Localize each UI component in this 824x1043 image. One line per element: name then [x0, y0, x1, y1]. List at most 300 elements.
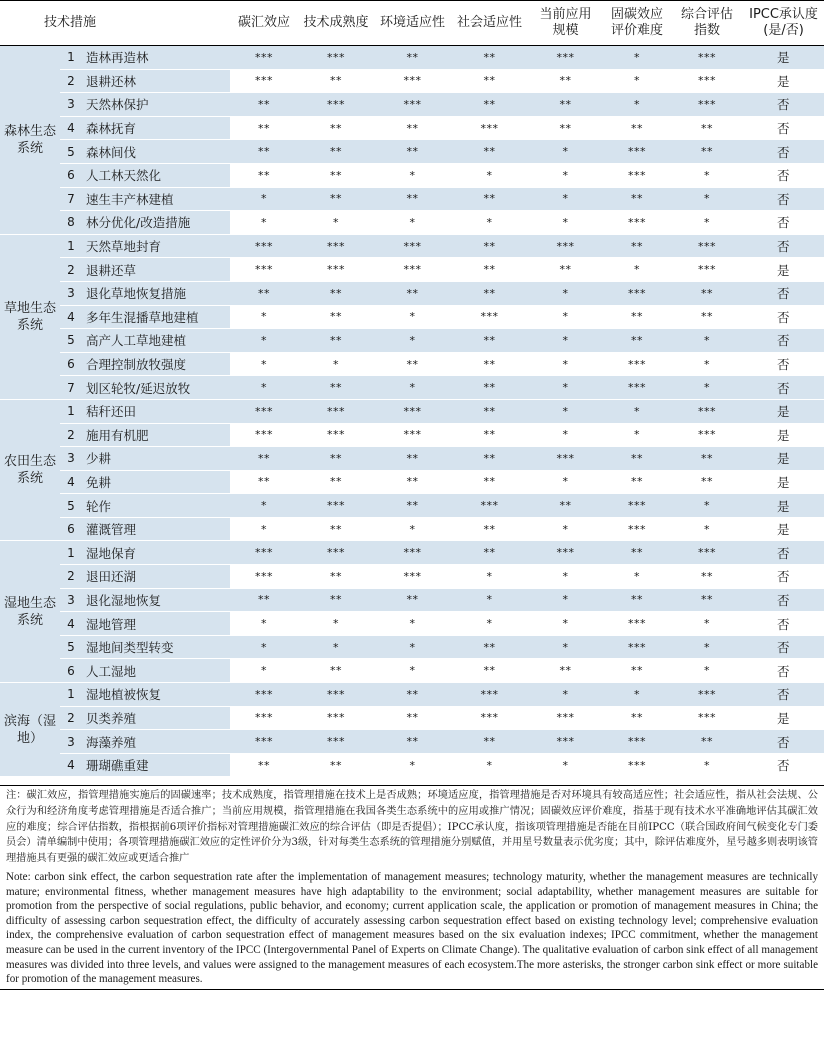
rating-social-adapt: ** — [451, 517, 528, 541]
rating-tech-maturity: ** — [298, 565, 374, 589]
table-row — [0, 635, 824, 659]
rating-app-scale: * — [528, 352, 603, 376]
rating-tech-maturity: ** — [298, 163, 374, 187]
ipcc-status: 否 — [743, 635, 824, 659]
rating-carbon-sink: *** — [230, 683, 298, 707]
rating-assess-difficulty: *** — [603, 753, 671, 777]
table-row — [0, 281, 824, 305]
rating-assess-difficulty: * — [603, 683, 671, 707]
rating-assess-difficulty: ** — [603, 305, 671, 329]
rating-carbon-sink: ** — [230, 163, 298, 187]
rating-social-adapt: ** — [451, 187, 528, 211]
rating-social-adapt: * — [451, 163, 528, 187]
rating-composite-index: *** — [671, 258, 743, 282]
rating-composite-index: *** — [671, 423, 743, 447]
rating-carbon-sink: ** — [230, 447, 298, 471]
row-number: 6 — [60, 517, 82, 541]
rating-env-fitness: ** — [374, 352, 451, 376]
table-row — [0, 494, 824, 518]
header-tech-maturity: 技术成熟度 — [298, 1, 374, 46]
ipcc-status: 否 — [743, 163, 824, 187]
rating-app-scale: * — [528, 612, 603, 636]
rating-app-scale: * — [528, 470, 603, 494]
rating-assess-difficulty: ** — [603, 447, 671, 471]
table-row — [0, 612, 824, 636]
rating-composite-index: * — [671, 635, 743, 659]
rating-assess-difficulty: ** — [603, 659, 671, 683]
rating-app-scale: ** — [528, 69, 603, 93]
rating-social-adapt: *** — [451, 683, 528, 707]
rating-tech-maturity: ** — [298, 753, 374, 777]
measure-name: 合理控制放牧强度 — [82, 352, 230, 376]
rating-social-adapt: ** — [451, 140, 528, 164]
rating-composite-index: *** — [671, 93, 743, 117]
rating-env-fitness: ** — [374, 46, 451, 70]
rating-carbon-sink: *** — [230, 258, 298, 282]
ecosystem-label: 湿地生态系统 — [0, 541, 60, 683]
rating-app-scale: * — [528, 163, 603, 187]
rating-carbon-sink: ** — [230, 281, 298, 305]
rating-social-adapt: ** — [451, 376, 528, 400]
ipcc-status: 否 — [743, 187, 824, 211]
rating-tech-maturity: ** — [298, 470, 374, 494]
rating-tech-maturity: ** — [298, 140, 374, 164]
rating-composite-index: * — [671, 517, 743, 541]
table-row — [0, 730, 824, 754]
rating-app-scale: ** — [528, 116, 603, 140]
rating-env-fitness: * — [374, 753, 451, 777]
rating-app-scale: * — [528, 187, 603, 211]
table-header — [0, 1, 824, 46]
rating-app-scale: *** — [528, 234, 603, 258]
row-number: 4 — [60, 612, 82, 636]
rating-composite-index: * — [671, 753, 743, 777]
row-number: 4 — [60, 470, 82, 494]
ipcc-status: 是 — [743, 706, 824, 730]
rating-env-fitness: * — [374, 376, 451, 400]
rating-social-adapt: ** — [451, 423, 528, 447]
rating-carbon-sink: *** — [230, 69, 298, 93]
rating-app-scale: * — [528, 211, 603, 235]
rating-app-scale: *** — [528, 730, 603, 754]
rating-env-fitness: ** — [374, 447, 451, 471]
rating-carbon-sink: * — [230, 211, 298, 235]
rating-composite-index: ** — [671, 565, 743, 589]
measure-name: 人工湿地 — [82, 659, 230, 683]
rating-env-fitness: *** — [374, 399, 451, 423]
rating-social-adapt: ** — [451, 258, 528, 282]
rating-app-scale: ** — [528, 258, 603, 282]
rating-assess-difficulty: ** — [603, 116, 671, 140]
rating-composite-index: *** — [671, 706, 743, 730]
rating-env-fitness: ** — [374, 281, 451, 305]
table-body — [0, 46, 824, 777]
ipcc-status: 是 — [743, 517, 824, 541]
header-social-adapt: 社会适应性 — [451, 1, 528, 46]
measure-name: 退耕还草 — [82, 258, 230, 282]
rating-composite-index: * — [671, 612, 743, 636]
table-row — [0, 46, 824, 70]
rating-env-fitness: *** — [374, 234, 451, 258]
ipcc-status: 否 — [743, 93, 824, 117]
row-number: 1 — [60, 399, 82, 423]
row-number: 6 — [60, 352, 82, 376]
rating-composite-index: ** — [671, 470, 743, 494]
measure-name: 轮作 — [82, 494, 230, 518]
measure-name: 人工林天然化 — [82, 163, 230, 187]
rating-carbon-sink: ** — [230, 93, 298, 117]
rating-social-adapt: *** — [451, 706, 528, 730]
rating-assess-difficulty: ** — [603, 588, 671, 612]
rating-tech-maturity: ** — [298, 659, 374, 683]
rating-env-fitness: * — [374, 163, 451, 187]
rating-carbon-sink: *** — [230, 46, 298, 70]
measure-name: 天然林保护 — [82, 93, 230, 117]
ipcc-status: 是 — [743, 494, 824, 518]
header-measure: 技术措施 — [0, 1, 230, 46]
ipcc-status: 是 — [743, 258, 824, 282]
measure-name: 森林间伐 — [82, 140, 230, 164]
rating-env-fitness: *** — [374, 93, 451, 117]
rating-tech-maturity: ** — [298, 116, 374, 140]
rating-env-fitness: *** — [374, 423, 451, 447]
table-row — [0, 305, 824, 329]
note-chinese: 注：碳汇效应，指管理措施实施后的固碳速率；技术成熟度，指管理措施在技术上是否成熟；环境适应度，指管理措施是否对环境具有较高适应性；社会适应性，指从社会法规、公众行为和经济角度考虑管理措施是否适合推广；当前应用规模，指管理措施在我国各类生态系统中的应用或推广情况；固碳效应评价难度，指基于现有技术水平准确地评估其碳汇效应的难度；综合评估指数，指根据前6项评价指标对管理措施碳汇效应的综合评估（即是否提倡）；IPCC承认度，指该项管理措施是否能在目前IPCC（联合国政府间气候变化专门委员会）清单编制中使用；各项管理措施碳汇效应的定性评价分为3级，针对每类生态系统的管理措施分别赋值，并用星号数量表示优劣度；其中，除评估难度外，星号越多则表明该管理措施具有更强的碳汇效应或更适合推广 — [6, 790, 818, 865]
header-app-scale: 当前应用 规模 — [528, 1, 603, 46]
measure-name: 林分优化/改造措施 — [82, 211, 230, 235]
rating-social-adapt: ** — [451, 470, 528, 494]
rating-tech-maturity: ** — [298, 187, 374, 211]
row-number: 5 — [60, 635, 82, 659]
rating-social-adapt: ** — [451, 447, 528, 471]
rating-app-scale: ** — [528, 659, 603, 683]
rating-env-fitness: ** — [374, 730, 451, 754]
rating-env-fitness: * — [374, 329, 451, 353]
rating-carbon-sink: * — [230, 494, 298, 518]
measure-name: 退耕还林 — [82, 69, 230, 93]
row-number: 3 — [60, 588, 82, 612]
ipcc-status: 是 — [743, 399, 824, 423]
rating-tech-maturity: *** — [298, 494, 374, 518]
rating-env-fitness: * — [374, 517, 451, 541]
rating-app-scale: ** — [528, 494, 603, 518]
rating-carbon-sink: * — [230, 329, 298, 353]
rating-assess-difficulty: * — [603, 46, 671, 70]
rating-social-adapt: *** — [451, 116, 528, 140]
ipcc-status: 是 — [743, 423, 824, 447]
rating-social-adapt: ** — [451, 281, 528, 305]
rating-app-scale: * — [528, 753, 603, 777]
table-row — [0, 116, 824, 140]
measure-name: 造林再造林 — [82, 46, 230, 70]
rating-social-adapt: ** — [451, 659, 528, 683]
row-number: 2 — [60, 258, 82, 282]
rating-env-fitness: * — [374, 659, 451, 683]
rating-env-fitness: ** — [374, 706, 451, 730]
rating-tech-maturity: *** — [298, 541, 374, 565]
rating-app-scale: * — [528, 517, 603, 541]
row-number: 2 — [60, 69, 82, 93]
rating-assess-difficulty: *** — [603, 352, 671, 376]
measure-name: 免耕 — [82, 470, 230, 494]
rating-assess-difficulty: *** — [603, 163, 671, 187]
rating-social-adapt: ** — [451, 46, 528, 70]
measure-name: 天然草地封育 — [82, 234, 230, 258]
rating-social-adapt: ** — [451, 329, 528, 353]
rating-composite-index: ** — [671, 730, 743, 754]
rating-assess-difficulty: *** — [603, 376, 671, 400]
rating-tech-maturity: ** — [298, 281, 374, 305]
row-number: 3 — [60, 281, 82, 305]
rating-assess-difficulty: * — [603, 565, 671, 589]
rating-carbon-sink: *** — [230, 541, 298, 565]
rating-tech-maturity: ** — [298, 69, 374, 93]
rating-assess-difficulty: ** — [603, 706, 671, 730]
rating-tech-maturity: * — [298, 211, 374, 235]
table-row — [0, 163, 824, 187]
table-row — [0, 470, 824, 494]
rating-tech-maturity: * — [298, 352, 374, 376]
rating-carbon-sink: * — [230, 635, 298, 659]
rating-app-scale: *** — [528, 706, 603, 730]
ipcc-status: 否 — [743, 659, 824, 683]
rating-assess-difficulty: ** — [603, 470, 671, 494]
row-number: 2 — [60, 423, 82, 447]
rating-assess-difficulty: * — [603, 93, 671, 117]
rating-env-fitness: * — [374, 612, 451, 636]
row-number: 8 — [60, 211, 82, 235]
row-number: 1 — [60, 46, 82, 70]
rating-app-scale: * — [528, 376, 603, 400]
rating-carbon-sink: * — [230, 376, 298, 400]
rating-tech-maturity: ** — [298, 305, 374, 329]
rating-app-scale: * — [528, 305, 603, 329]
table-row — [0, 588, 824, 612]
measure-name: 湿地植被恢复 — [82, 683, 230, 707]
measure-name: 湿地保育 — [82, 541, 230, 565]
rating-social-adapt: * — [451, 753, 528, 777]
table-row — [0, 517, 824, 541]
rating-assess-difficulty: ** — [603, 187, 671, 211]
row-number: 4 — [60, 305, 82, 329]
table-row — [0, 706, 824, 730]
table-row — [0, 376, 824, 400]
ipcc-status: 否 — [743, 140, 824, 164]
rating-env-fitness: ** — [374, 187, 451, 211]
rating-composite-index: ** — [671, 588, 743, 612]
rating-composite-index: ** — [671, 447, 743, 471]
rating-assess-difficulty: ** — [603, 541, 671, 565]
measure-name: 施用有机肥 — [82, 423, 230, 447]
rating-carbon-sink: * — [230, 352, 298, 376]
ipcc-status: 是 — [743, 470, 824, 494]
row-number: 6 — [60, 163, 82, 187]
rating-env-fitness: * — [374, 305, 451, 329]
measure-name: 划区轮牧/延迟放牧 — [82, 376, 230, 400]
rating-assess-difficulty: *** — [603, 140, 671, 164]
rating-tech-maturity: *** — [298, 93, 374, 117]
header-env-fitness: 环境适应性 — [374, 1, 451, 46]
header-composite-index: 综合评估 指数 — [671, 1, 743, 46]
note-english: Note: carbon sink effect, the carbon sequestration rate after the implementation of management measures; technology maturity, whether the management measures are technically mature; environmental fitness, whether management measures have high adaptability to the environment; social adaptability, whether management measures are suitable for promotion from the perspective of social regulations, public behavior, and economy; current application scale, the application or promotion of management measures in China; the difficulty of assessing carbon sequestration effect, the difficulty of accurately assessing carbon sequestration effect based on existing technology level; comprehensive evaluation index, the comprehensive evaluation of carbon sequestration effect of management measures based on the six evaluation indexes; IPCC commitment, whether the management measure can be used in the current inventory of the IPCC (Intergovernmental Panel of Experts on Climate Change). The qualitative evaluation of carbon sink effect of all management measures was divided into three levels, and values were assigned to the management measures of each ecosystem.The more asterisks, the stronger carbon sink effect or more suitable for promotion of the management measures. — [6, 870, 818, 986]
row-number: 1 — [60, 234, 82, 258]
rating-app-scale: *** — [528, 447, 603, 471]
rating-composite-index: ** — [671, 281, 743, 305]
measure-name: 退化草地恢复措施 — [82, 281, 230, 305]
rating-carbon-sink: *** — [230, 706, 298, 730]
rating-tech-maturity: ** — [298, 447, 374, 471]
rating-assess-difficulty: *** — [603, 517, 671, 541]
rating-social-adapt: *** — [451, 494, 528, 518]
rating-app-scale: ** — [528, 93, 603, 117]
rating-tech-maturity: ** — [298, 376, 374, 400]
rating-carbon-sink: * — [230, 659, 298, 683]
rating-social-adapt: * — [451, 565, 528, 589]
row-number: 3 — [60, 447, 82, 471]
measure-name: 速生丰产林建植 — [82, 187, 230, 211]
row-number: 5 — [60, 329, 82, 353]
measure-name: 高产人工草地建植 — [82, 329, 230, 353]
rating-tech-maturity: *** — [298, 399, 374, 423]
rating-social-adapt: * — [451, 588, 528, 612]
rating-env-fitness: ** — [374, 494, 451, 518]
rating-carbon-sink: ** — [230, 116, 298, 140]
table-row — [0, 683, 824, 707]
measure-name: 少耕 — [82, 447, 230, 471]
ipcc-status: 是 — [743, 46, 824, 70]
measure-name: 海藻养殖 — [82, 730, 230, 754]
table-row — [0, 234, 824, 258]
rating-tech-maturity: *** — [298, 258, 374, 282]
row-number: 4 — [60, 116, 82, 140]
table-row — [0, 187, 824, 211]
rating-env-fitness: *** — [374, 69, 451, 93]
ipcc-status: 是 — [743, 69, 824, 93]
ipcc-status: 否 — [743, 376, 824, 400]
rating-carbon-sink: * — [230, 612, 298, 636]
table-row — [0, 753, 824, 777]
rating-env-fitness: *** — [374, 258, 451, 282]
rating-composite-index: *** — [671, 399, 743, 423]
measure-name: 退田还湖 — [82, 565, 230, 589]
rating-composite-index: ** — [671, 305, 743, 329]
rating-social-adapt: ** — [451, 541, 528, 565]
rating-app-scale: *** — [528, 541, 603, 565]
header-assess-difficulty: 固碳效应 评价难度 — [603, 1, 671, 46]
measure-name: 湿地间类型转变 — [82, 635, 230, 659]
rating-carbon-sink: *** — [230, 234, 298, 258]
table-row — [0, 399, 824, 423]
rating-carbon-sink: * — [230, 187, 298, 211]
table-row — [0, 565, 824, 589]
table-row — [0, 93, 824, 117]
row-number: 1 — [60, 683, 82, 707]
rating-carbon-sink: ** — [230, 470, 298, 494]
ecosystem-label: 森林生态系统 — [0, 46, 60, 235]
rating-app-scale: * — [528, 635, 603, 659]
measure-name: 贝类养殖 — [82, 706, 230, 730]
row-number: 7 — [60, 376, 82, 400]
row-number: 6 — [60, 659, 82, 683]
ecosystem-label: 农田生态系统 — [0, 399, 60, 541]
rating-env-fitness: *** — [374, 565, 451, 589]
rating-carbon-sink: ** — [230, 588, 298, 612]
notes-block — [0, 785, 824, 990]
rating-app-scale: * — [528, 683, 603, 707]
rating-assess-difficulty: *** — [603, 730, 671, 754]
ipcc-status: 否 — [743, 281, 824, 305]
rating-app-scale: * — [528, 140, 603, 164]
rating-assess-difficulty: * — [603, 258, 671, 282]
rating-composite-index: *** — [671, 541, 743, 565]
rating-app-scale: * — [528, 588, 603, 612]
rating-social-adapt: ** — [451, 399, 528, 423]
rating-tech-maturity: *** — [298, 730, 374, 754]
measure-name: 退化湿地恢复 — [82, 588, 230, 612]
ecosystem-label: 草地生态系统 — [0, 234, 60, 399]
rating-app-scale: * — [528, 329, 603, 353]
rating-app-scale: * — [528, 565, 603, 589]
rating-app-scale: * — [528, 281, 603, 305]
ipcc-status: 否 — [743, 116, 824, 140]
rating-env-fitness: * — [374, 635, 451, 659]
rating-tech-maturity: ** — [298, 329, 374, 353]
ipcc-status: 否 — [743, 683, 824, 707]
measure-name: 秸秆还田 — [82, 399, 230, 423]
rating-tech-maturity: * — [298, 612, 374, 636]
ecosystem-label: 滨海（湿地） — [0, 683, 60, 777]
measure-name: 珊瑚礁重建 — [82, 753, 230, 777]
rating-social-adapt: * — [451, 612, 528, 636]
rating-assess-difficulty: *** — [603, 612, 671, 636]
table-row — [0, 69, 824, 93]
rating-app-scale: * — [528, 423, 603, 447]
rating-composite-index: ** — [671, 140, 743, 164]
rating-assess-difficulty: ** — [603, 234, 671, 258]
rating-tech-maturity: *** — [298, 423, 374, 447]
table-row — [0, 447, 824, 471]
table-row — [0, 211, 824, 235]
table-row — [0, 258, 824, 282]
measure-name: 湿地管理 — [82, 612, 230, 636]
ipcc-status: 否 — [743, 234, 824, 258]
rating-carbon-sink: *** — [230, 423, 298, 447]
rating-carbon-sink: * — [230, 305, 298, 329]
rating-composite-index: * — [671, 659, 743, 683]
table-row — [0, 140, 824, 164]
rating-assess-difficulty: * — [603, 69, 671, 93]
rating-composite-index: *** — [671, 69, 743, 93]
rating-tech-maturity: *** — [298, 46, 374, 70]
ipcc-status: 否 — [743, 730, 824, 754]
ipcc-status: 否 — [743, 588, 824, 612]
row-number: 7 — [60, 187, 82, 211]
ipcc-status: 否 — [743, 565, 824, 589]
rating-composite-index: * — [671, 376, 743, 400]
rating-composite-index: *** — [671, 234, 743, 258]
rating-carbon-sink: * — [230, 517, 298, 541]
rating-env-fitness: ** — [374, 140, 451, 164]
rating-assess-difficulty: *** — [603, 211, 671, 235]
measure-name: 森林抚育 — [82, 116, 230, 140]
rating-env-fitness: * — [374, 211, 451, 235]
rating-composite-index: * — [671, 329, 743, 353]
rating-assess-difficulty: *** — [603, 281, 671, 305]
rating-env-fitness: ** — [374, 116, 451, 140]
rating-assess-difficulty: *** — [603, 635, 671, 659]
row-number: 3 — [60, 93, 82, 117]
rating-app-scale: *** — [528, 46, 603, 70]
